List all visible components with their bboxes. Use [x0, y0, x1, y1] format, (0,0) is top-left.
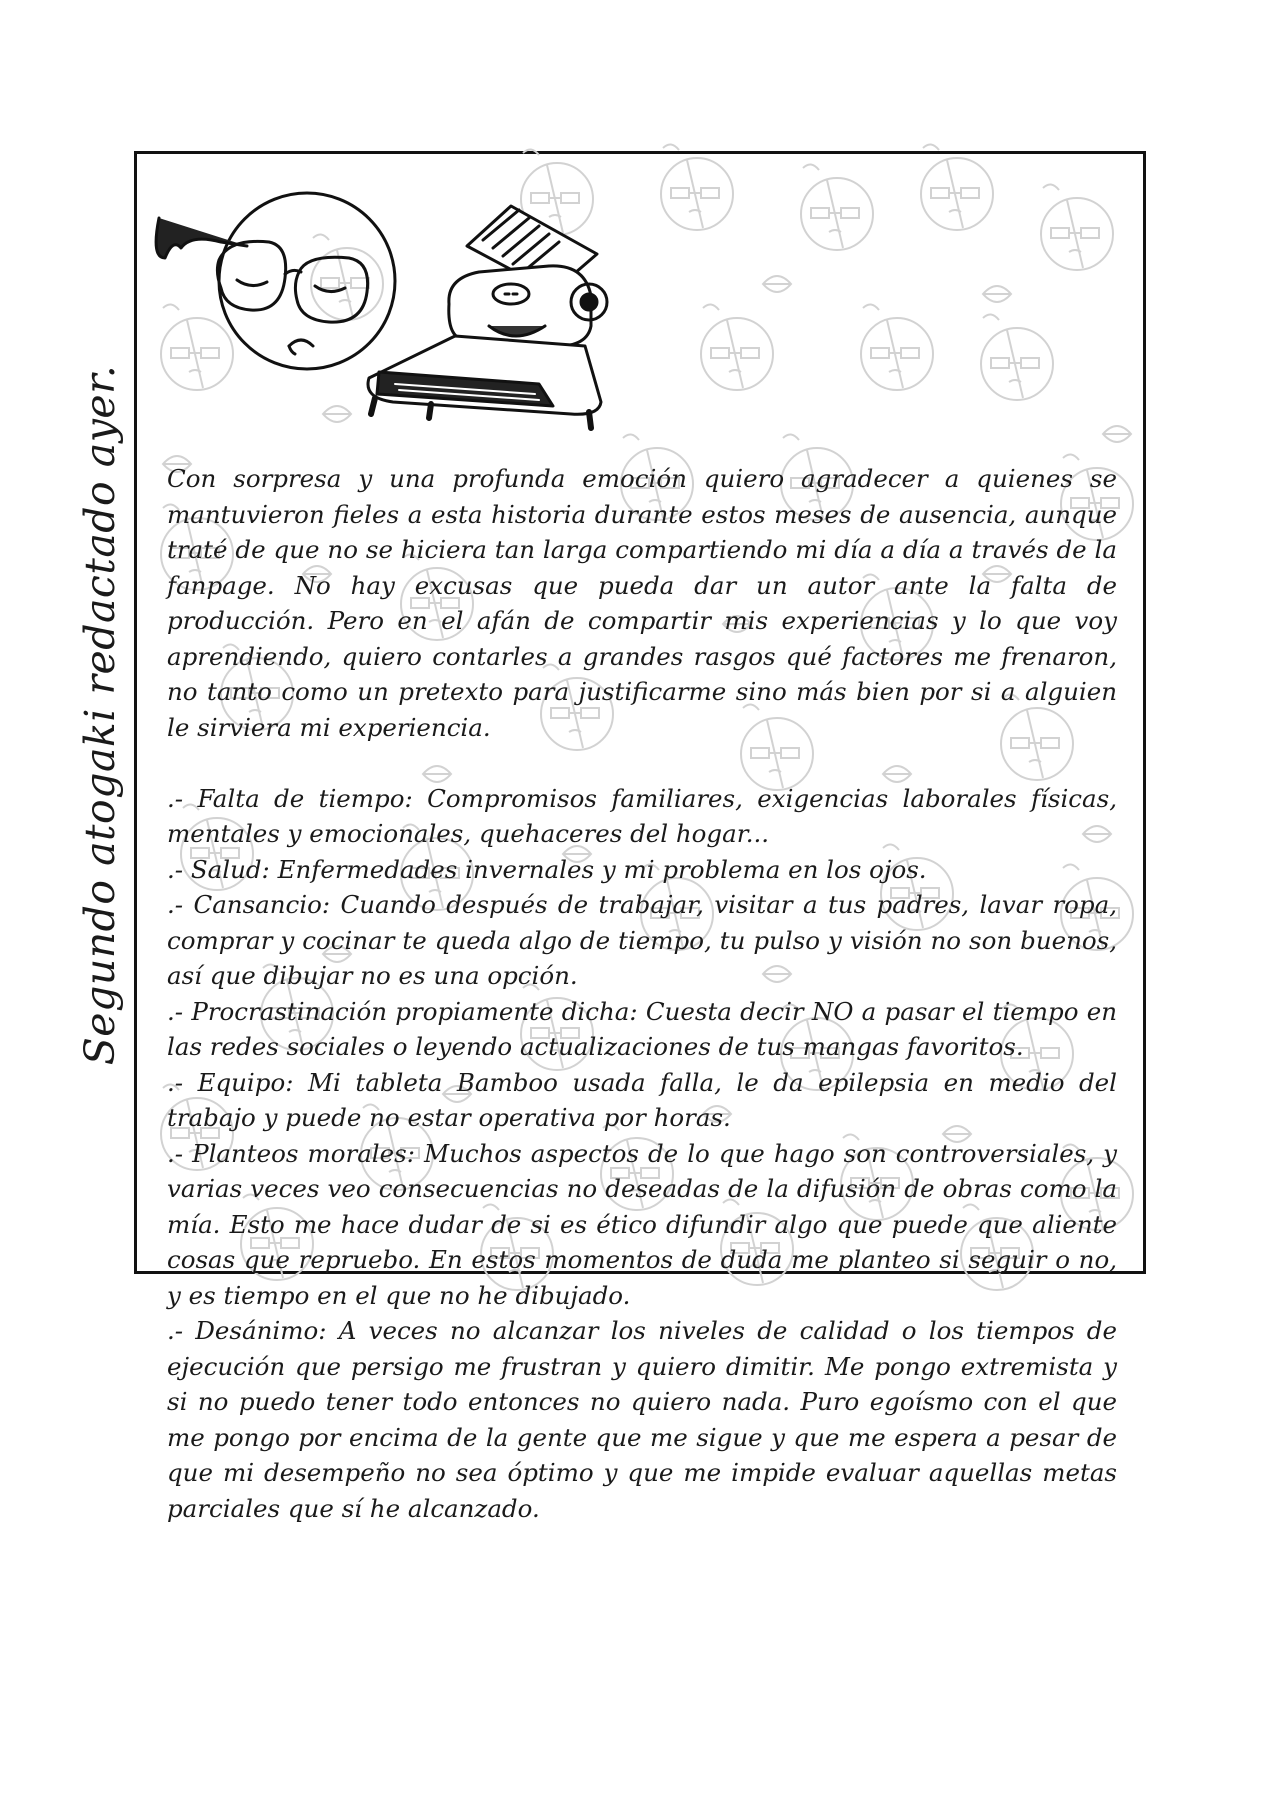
typewriter-icon — [368, 206, 607, 428]
list-item: .- Desánimo: A veces no alcanzar los niveles de calidad o los tiempos de ejecución que persigo me frustran y quiero dimitir. Me pongo extremista y si no puedo tener todo entonces no quiero nada. Puro egoísmo con el que me pongo por encima de la gente que me sigue y que me espera a pesar de que mi desempeño no sea óptimo y que me impide evaluar aquellas metas parciales que sí he alcanzado. — [167, 1316, 1117, 1523]
list-item: .- Falta de tiempo: Compromisos familiares, exigencias laborales físicas, mentales y emocionales, quehaceres del hogar... — [167, 783, 1117, 848]
list-item: .- Planteos morales: Muchos aspectos de lo que hago son controversiales, y varias veces veo consecuencias no deseadas de la difusión de obras como la mía. Esto me hace dudar de si es ético difundir algo que puede que aliente cosas que repruebo. En estos momentos de duda me planteo si seguir o no, y es tiempo en el que no he dibujado. — [167, 1138, 1117, 1310]
page-frame — [134, 151, 1146, 1523]
reasons-list — [167, 781, 1117, 1527]
intro-paragraph: Con sorpresa y una profunda emoción quiero agradecer a quienes se mantuvieron fieles a esta historia durante estos meses de ausencia, aunque traté de que no se hiciera tan larga compartiendo mi día a día a través de la fanpage. No hay excusas que pueda dar un autor ante la falta de producción. Pero en el afán de compartir mis experiencias y lo que voy aprendiendo, quiero contarles a grandes rasgos qué factores me frenaron, no tanto como un pretexto para justificarme sino más bien por si a alguien le sirviera mi experiencia. — [167, 464, 1117, 742]
afterword-text — [167, 461, 1117, 1526]
side-title: Segundo atogaki redactado ayer. — [76, 364, 124, 1066]
author-typewriter-illustration — [149, 176, 619, 456]
list-item: .- Salud: Enfermedades invernales y mi problema en los ojos. — [167, 854, 927, 884]
list-item: .- Cansancio: Cuando después de trabajar, visitar a tus padres, lavar ropa, comprar y cocinar te queda algo de tiempo, tu pulso y visión no son buenos, así que dibujar no es una opción. — [167, 890, 1117, 990]
sad-face-with-glasses-icon — [156, 193, 395, 369]
list-item: .- Equipo: Mi tableta Bamboo usada falla, le da epilepsia en medio del trabajo y puede no estar operativa por horas. — [167, 1067, 1117, 1132]
list-item: .- Procrastinación propiamente dicha: Cuesta decir NO a pasar el tiempo en las redes sociales o leyendo actualizaciones de tus mangas favoritos. — [167, 996, 1117, 1061]
